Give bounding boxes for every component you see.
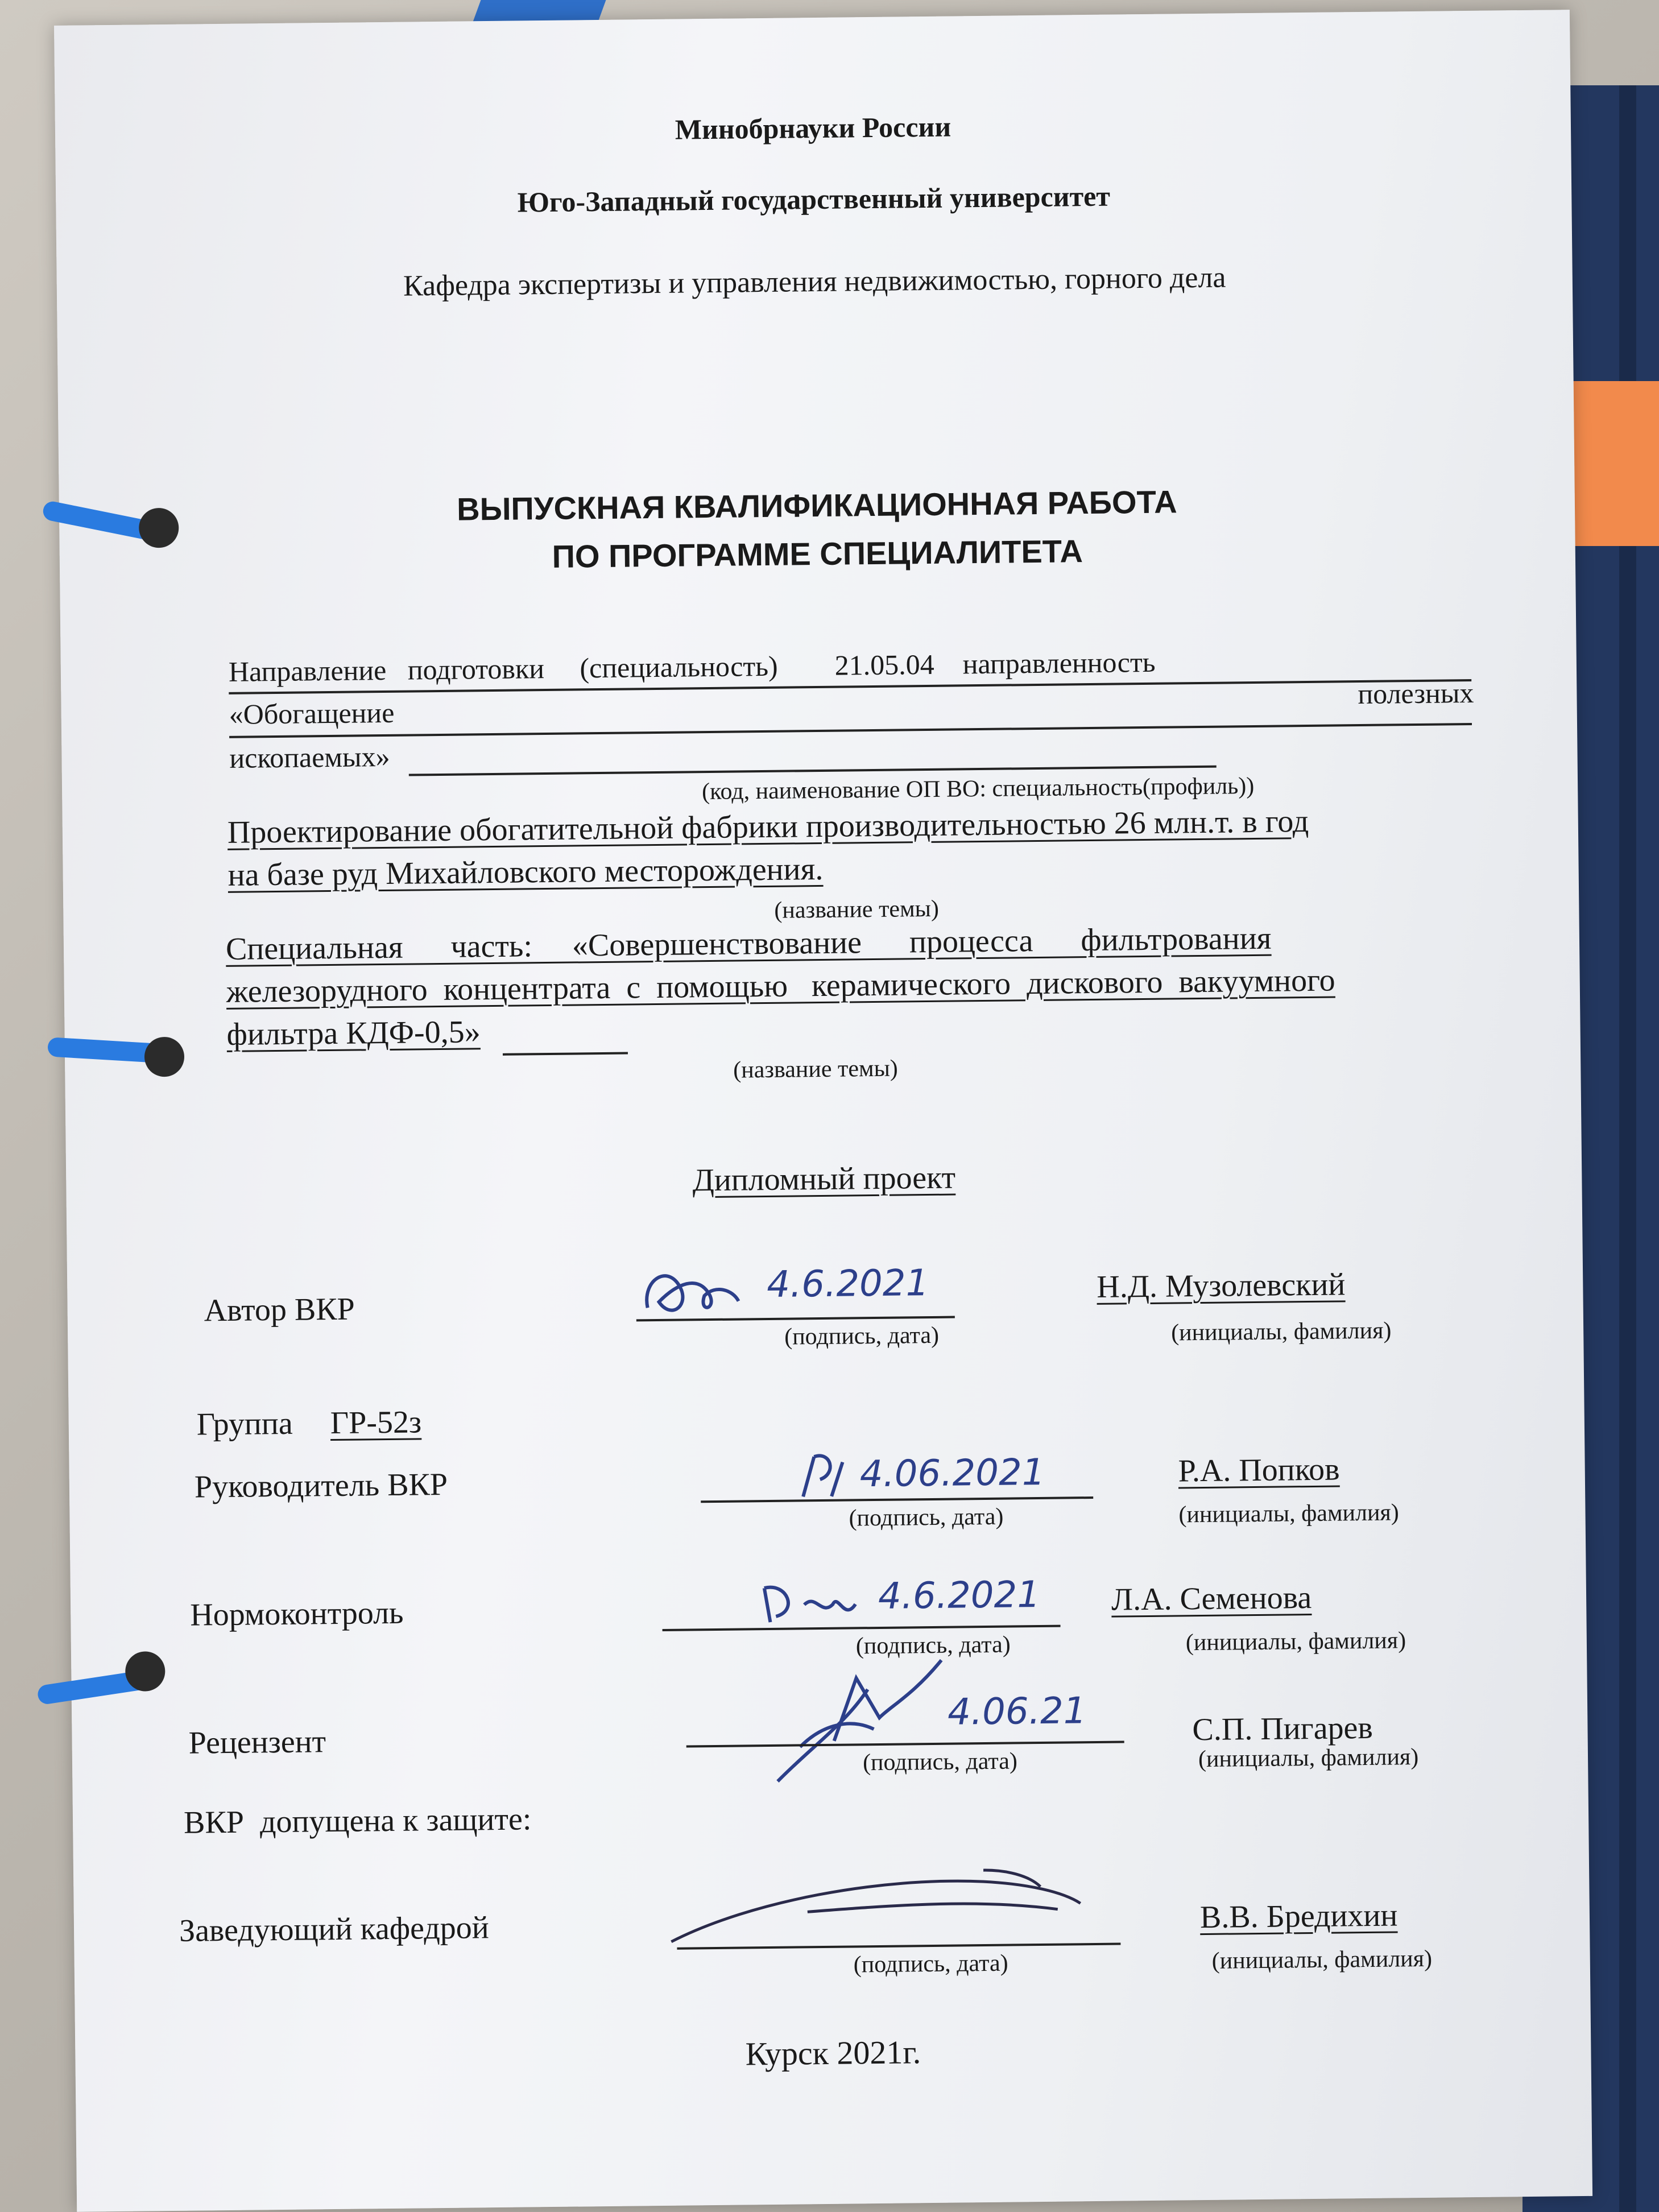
binding-hole (144, 1037, 185, 1077)
head-signature (665, 1863, 1086, 1948)
normcontrol-signature (753, 1570, 867, 1634)
binding-hole (125, 1651, 166, 1692)
group-value: ГР-52з (330, 1404, 422, 1441)
name-caption: (инициалы, фамилия) (1198, 1744, 1419, 1773)
author-sign-date: 4.6.2021 (766, 1262, 929, 1306)
special-caption: (название темы) (733, 1055, 899, 1084)
reviewer-name: С.П. Пигарев (1192, 1710, 1373, 1748)
normcontrol-label: Нормоконтроль (189, 1595, 404, 1633)
theme-line-2: на базе руд Михайловского месторождения. (227, 851, 824, 893)
sign-caption: (подпись, дата) (855, 1631, 1011, 1660)
direction-line-2-left: «Обогащение (229, 696, 395, 730)
sign-caption: (подпись, дата) (784, 1322, 940, 1350)
special-line-3: фильтра КДФ-0,5» (226, 1014, 481, 1052)
author-signature (636, 1255, 744, 1336)
supervisor-sign-date: 4.06.2021 (859, 1451, 1045, 1496)
document-subtitle: ПО ПРОГРАММЕ СПЕЦИАЛИТЕТА (552, 533, 1083, 574)
theme-line-1: Проектирование обогатительной фабрики производительностью 26 млн.т. в год (227, 803, 1309, 850)
project-type: Дипломный проект (692, 1160, 956, 1198)
university-name: Юго-Западный государственный университет (517, 180, 1111, 218)
name-caption: (инициалы, фамилия) (1185, 1627, 1406, 1656)
direction-line-2-right: полезных (1358, 676, 1474, 710)
ministry-name: Минобрнауки России (675, 110, 951, 146)
supervisor-label: Руководитель ВКР (194, 1466, 448, 1505)
head-name: В.В. Бредихин (1199, 1897, 1398, 1936)
sign-caption: (подпись, дата) (849, 1503, 1004, 1532)
signature-line (701, 1496, 1093, 1503)
document-page (54, 10, 1592, 2212)
department-name: Кафедра экспертизы и управления недвижимостью, горного дела (403, 261, 1226, 303)
document-title: ВЫПУСКНАЯ КВАЛИФИКАЦИОННАЯ РАБОТА (456, 483, 1177, 527)
name-caption: (инициалы, фамилия) (1178, 1499, 1399, 1528)
head-label: Заведующий кафедрой (179, 1910, 489, 1949)
sign-caption: (подпись, дата) (862, 1748, 1018, 1776)
theme-caption: (название темы) (774, 895, 940, 924)
name-caption: (инициалы, фамилия) (1170, 1317, 1392, 1346)
direction-line-1: Направление подготовки (специальность) 21.05.04 направленность (228, 646, 1156, 688)
reviewer-sign-date: 4.06.21 (947, 1690, 1087, 1734)
supervisor-name: Р.А. Попков (1178, 1452, 1340, 1489)
special-line-2: железорудного концентрата с помощью керамического дискового вакуумного (226, 962, 1335, 1010)
author-label: Автор ВКР (204, 1291, 355, 1329)
special-line-1: Специальная часть: «Совершенствование процесса фильтрования (225, 920, 1272, 967)
city-year: Курск 2021г. (745, 2033, 921, 2073)
underline (503, 1052, 628, 1056)
reviewer-label: Рецензент (188, 1724, 326, 1761)
admission-statement: ВКР допущена к защите: (183, 1801, 532, 1841)
normcontrol-sign-date: 4.6.2021 (878, 1573, 1041, 1618)
direction-caption: (код, наименование ОП ВО: специальность(профиль)) (701, 772, 1255, 805)
underline (229, 723, 1472, 738)
author-name: Н.Д. Музолевский (1097, 1267, 1346, 1305)
direction-line-3: ископаемых» (229, 740, 390, 774)
sign-caption: (подпись, дата) (853, 1950, 1008, 1978)
name-caption: (инициалы, фамилия) (1211, 1945, 1433, 1974)
group-label: Группа (196, 1405, 293, 1442)
normcontrol-name: Л.А. Семенова (1111, 1580, 1312, 1618)
